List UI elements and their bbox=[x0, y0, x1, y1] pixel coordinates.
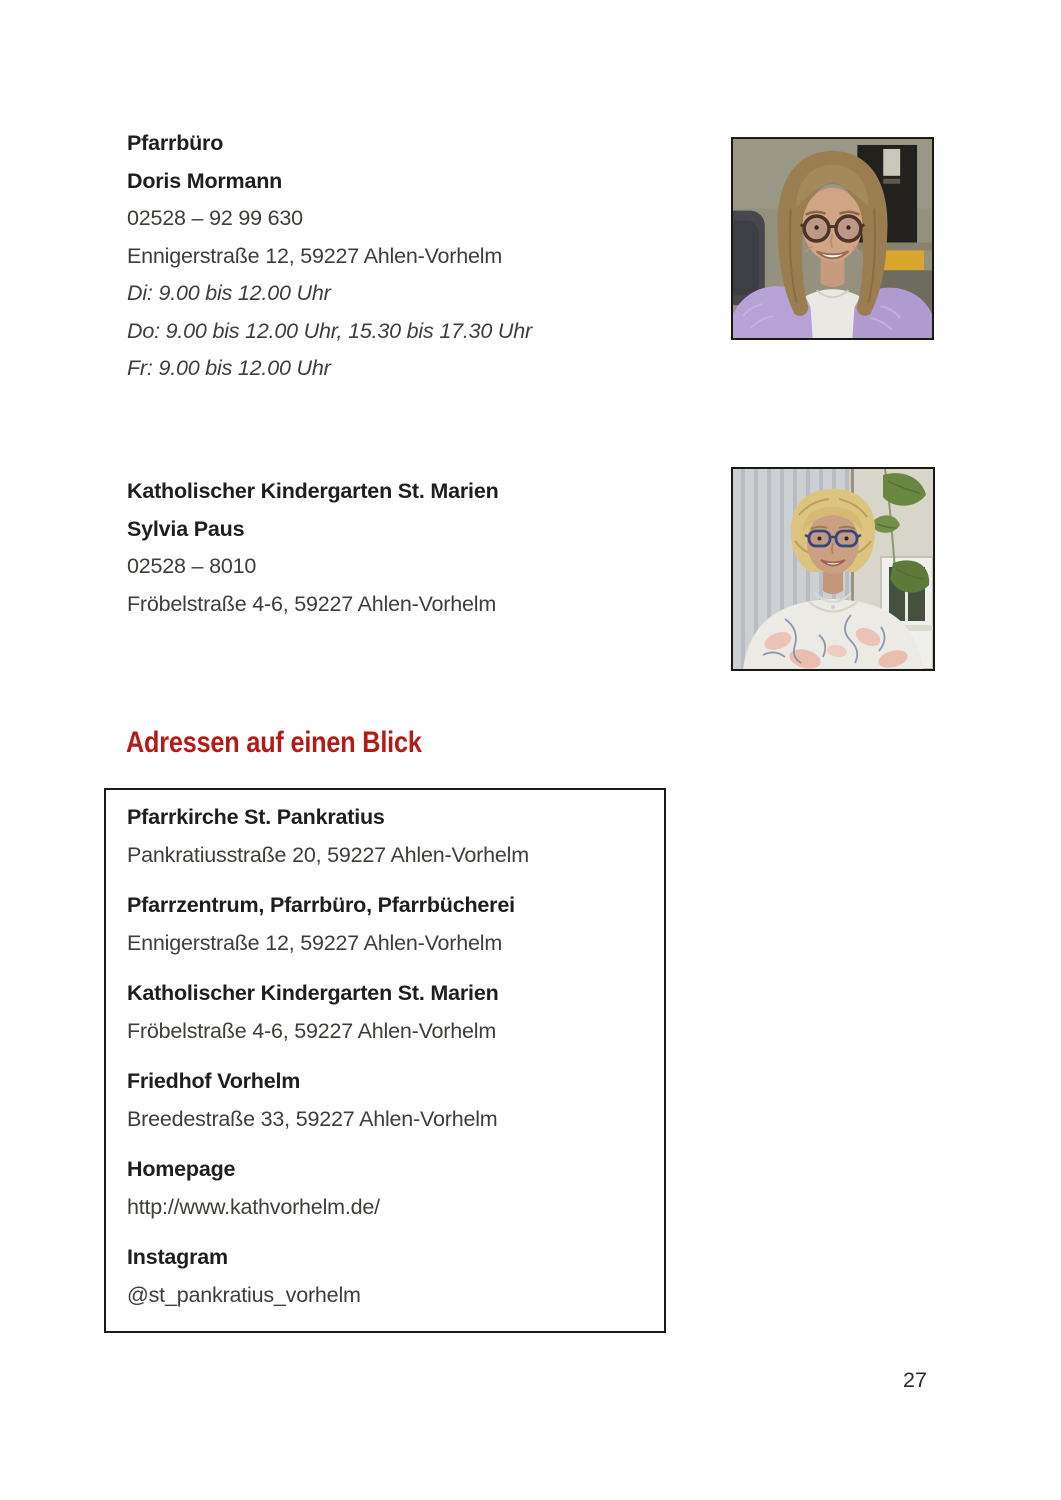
contact-block-kindergarten bbox=[127, 473, 499, 623]
office-hours-thursday: Do: 9.00 bis 12.00 Uhr, 15.30 bis 17.30 Uhr bbox=[127, 318, 532, 343]
portrait-illustration bbox=[733, 139, 932, 338]
contact-phone: 02528 – 8010 bbox=[127, 554, 257, 578]
office-hours-tuesday: Di: 9.00 bis 12.00 Uhr bbox=[127, 281, 331, 305]
address-entry-label: Instagram bbox=[127, 1245, 228, 1269]
address-entry-homepage bbox=[127, 1151, 664, 1226]
page-number: 27 bbox=[903, 1368, 927, 1392]
address-entry-label: Pfarrzentrum, Pfarrbüro, Pfarrbücherei bbox=[127, 893, 515, 917]
address-entry-friedhof bbox=[127, 1063, 664, 1138]
contact-block-pfarrbuero bbox=[127, 125, 532, 388]
contact-title: Pfarrbüro bbox=[127, 131, 224, 155]
portrait-photo-sylvia-paus bbox=[731, 467, 935, 671]
contact-person: Sylvia Paus bbox=[127, 516, 245, 541]
address-entry-pfarrzentrum bbox=[127, 887, 664, 962]
portrait-illustration bbox=[733, 469, 933, 669]
contact-person: Doris Mormann bbox=[127, 168, 283, 193]
address-entry-value: Ennigerstraße 12, 59227 Ahlen-Vorhelm bbox=[127, 930, 503, 955]
contact-title: Katholischer Kindergarten St. Marien bbox=[127, 479, 499, 503]
address-entry-pfarrkirche bbox=[127, 799, 664, 874]
instagram-handle: @st_pankratius_vorhelm bbox=[127, 1282, 361, 1307]
address-entry-value: Breedestraße 33, 59227 Ahlen-Vorhelm bbox=[127, 1106, 498, 1131]
address-overview-box bbox=[104, 788, 666, 1333]
contact-phone: 02528 – 92 99 630 bbox=[127, 206, 303, 230]
address-entry-label: Friedhof Vorhelm bbox=[127, 1069, 301, 1093]
address-entry-label: Homepage bbox=[127, 1157, 236, 1181]
address-entry-label: Pfarrkirche St. Pankratius bbox=[127, 805, 385, 829]
address-entry-label: Katholischer Kindergarten St. Marien bbox=[127, 981, 499, 1005]
address-entry-value: Pankratiusstraße 20, 59227 Ahlen-Vorhelm bbox=[127, 842, 529, 867]
contact-address: Fröbelstraße 4-6, 59227 Ahlen-Vorhelm bbox=[127, 591, 497, 616]
address-entry-instagram bbox=[127, 1239, 664, 1314]
address-entry-kindergarten bbox=[127, 975, 664, 1050]
section-heading-adressen: Adressen auf einen Blick bbox=[126, 726, 422, 759]
office-hours-friday: Fr: 9.00 bis 12.00 Uhr bbox=[127, 356, 331, 380]
portrait-photo-doris-mormann bbox=[731, 137, 934, 340]
homepage-url: http://www.kathvorhelm.de/ bbox=[127, 1194, 380, 1219]
contact-address: Ennigerstraße 12, 59227 Ahlen-Vorhelm bbox=[127, 243, 503, 268]
address-entry-value: Fröbelstraße 4-6, 59227 Ahlen-Vorhelm bbox=[127, 1018, 497, 1043]
